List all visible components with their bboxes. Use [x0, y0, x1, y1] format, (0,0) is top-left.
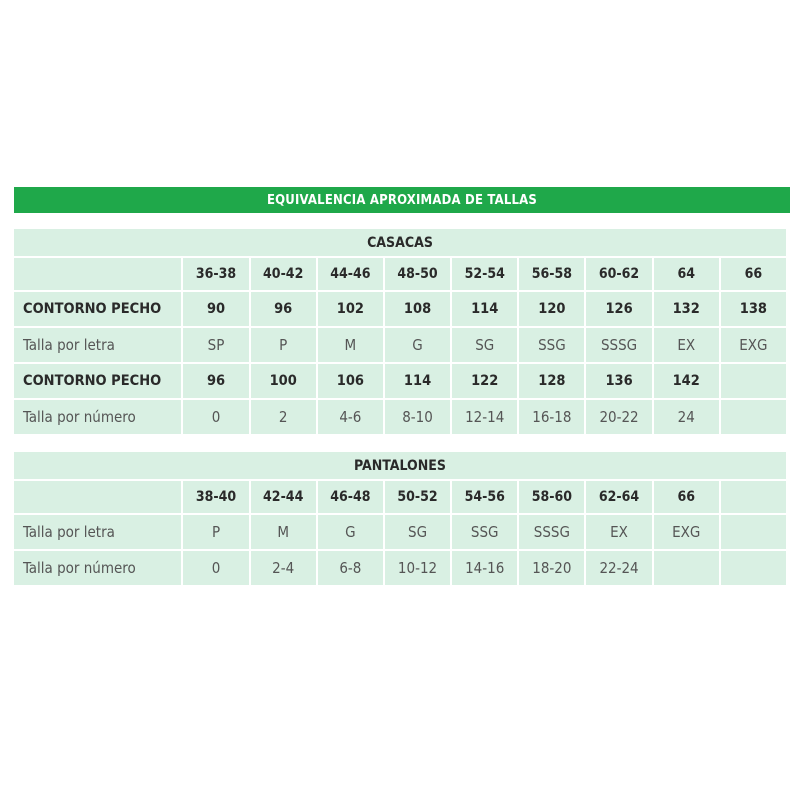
- size-range-header: 48-50: [385, 258, 450, 290]
- size-range-header: 50-52: [385, 481, 450, 513]
- table-row: [14, 292, 786, 326]
- table-cell: SSSG: [586, 328, 651, 362]
- pantalones-table: [12, 450, 788, 587]
- table-cell: 2-4: [251, 551, 316, 585]
- casacas-title-row: [14, 229, 786, 256]
- table-cell: 14-16: [452, 551, 517, 585]
- row-label: Talla por letra: [14, 328, 181, 362]
- size-range-header: 42-44: [251, 481, 316, 513]
- size-range-header: 54-56: [452, 481, 517, 513]
- table-cell: P: [183, 515, 248, 549]
- casacas-table: [12, 227, 788, 436]
- table-row: [14, 328, 786, 362]
- table-cell: [654, 551, 719, 585]
- table-cell: 8-10: [385, 400, 450, 434]
- table-cell: [721, 551, 786, 585]
- table-cell: 6-8: [318, 551, 383, 585]
- row-label: Talla por número: [14, 551, 181, 585]
- size-range-header: 62-64: [586, 481, 651, 513]
- header-corner-cell: [14, 258, 181, 290]
- table-cell: 0: [183, 551, 248, 585]
- size-range-header: 46-48: [318, 481, 383, 513]
- table-cell: 142: [654, 364, 719, 398]
- table-cell: 106: [318, 364, 383, 398]
- casacas-body: [14, 229, 786, 434]
- row-label: Talla por letra: [14, 515, 181, 549]
- table-cell: 10-12: [385, 551, 450, 585]
- table-cell: 136: [586, 364, 651, 398]
- size-range-header: 38-40: [183, 481, 248, 513]
- table-cell: 12-14: [452, 400, 517, 434]
- table-cell: EX: [586, 515, 651, 549]
- size-range-header: 66: [721, 258, 786, 290]
- table-cell: 16-18: [519, 400, 584, 434]
- size-range-header: [721, 481, 786, 513]
- table-cell: 18-20: [519, 551, 584, 585]
- table-cell: 96: [183, 364, 248, 398]
- table-cell: 4-6: [318, 400, 383, 434]
- table-cell: G: [385, 328, 450, 362]
- casacas-section-title: CASACAS: [14, 229, 786, 256]
- table-row: [14, 551, 786, 585]
- table-cell: 96: [251, 292, 316, 326]
- size-range-header: 60-62: [586, 258, 651, 290]
- table-cell: SSSG: [519, 515, 584, 549]
- table-cell: [721, 515, 786, 549]
- table-cell: 132: [654, 292, 719, 326]
- casacas-header-row: [14, 258, 786, 290]
- table-cell: 2: [251, 400, 316, 434]
- table-cell: M: [251, 515, 316, 549]
- table-cell: 122: [452, 364, 517, 398]
- table-cell: P: [251, 328, 316, 362]
- table-cell: 120: [519, 292, 584, 326]
- row-label: Talla por número: [14, 400, 181, 434]
- size-range-header: 36-38: [183, 258, 248, 290]
- table-cell: 114: [385, 364, 450, 398]
- table-cell: SG: [452, 328, 517, 362]
- table-cell: 24: [654, 400, 719, 434]
- size-range-header: 64: [654, 258, 719, 290]
- pantalones-section-title: PANTALONES: [14, 452, 786, 479]
- table-cell: 128: [519, 364, 584, 398]
- table-cell: [721, 364, 786, 398]
- size-range-header: 44-46: [318, 258, 383, 290]
- table-cell: 114: [452, 292, 517, 326]
- table-cell: 100: [251, 364, 316, 398]
- table-cell: EXG: [654, 515, 719, 549]
- table-cell: 108: [385, 292, 450, 326]
- table-cell: M: [318, 328, 383, 362]
- table-cell: SG: [385, 515, 450, 549]
- table-row: [14, 364, 786, 398]
- row-label: CONTORNO PECHO: [14, 364, 181, 398]
- table-cell: 138: [721, 292, 786, 326]
- table-cell: 90: [183, 292, 248, 326]
- size-range-header: 56-58: [519, 258, 584, 290]
- size-range-header: 58-60: [519, 481, 584, 513]
- pantalones-title-row: [14, 452, 786, 479]
- table-cell: SSG: [452, 515, 517, 549]
- table-cell: SSG: [519, 328, 584, 362]
- chart-title-banner: EQUIVALENCIA APROXIMADA DE TALLAS: [14, 187, 790, 213]
- row-label: CONTORNO PECHO: [14, 292, 181, 326]
- table-cell: 102: [318, 292, 383, 326]
- table-cell: EXG: [721, 328, 786, 362]
- table-cell: 22-24: [586, 551, 651, 585]
- pantalones-body: [14, 452, 786, 585]
- size-range-header: 52-54: [452, 258, 517, 290]
- table-row: [14, 400, 786, 434]
- table-cell: EX: [654, 328, 719, 362]
- size-range-header: 40-42: [251, 258, 316, 290]
- table-row: [14, 515, 786, 549]
- table-cell: G: [318, 515, 383, 549]
- header-corner-cell: [14, 481, 181, 513]
- table-cell: 126: [586, 292, 651, 326]
- table-cell: SP: [183, 328, 248, 362]
- size-range-header: 66: [654, 481, 719, 513]
- pantalones-header-row: [14, 481, 786, 513]
- table-cell: 0: [183, 400, 248, 434]
- table-cell: [721, 400, 786, 434]
- table-cell: 20-22: [586, 400, 651, 434]
